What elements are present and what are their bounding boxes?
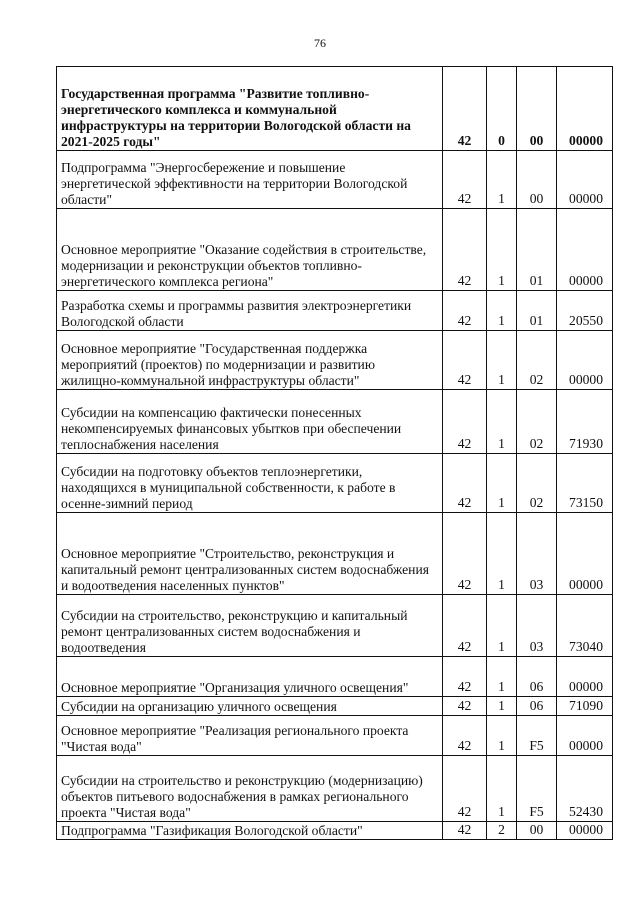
table-row <box>57 756 613 822</box>
code-subprogram: 1 <box>487 390 517 454</box>
budget-classification-table <box>56 66 613 840</box>
table-row <box>57 390 613 454</box>
row-name: Субсидии на организацию уличного освещения <box>57 697 443 716</box>
code-subprogram: 0 <box>487 67 517 151</box>
table-row <box>57 697 613 716</box>
code-subprogram: 2 <box>487 822 517 840</box>
code-event: 02 <box>517 390 557 454</box>
code-event: 00 <box>517 151 557 209</box>
code-admin: 42 <box>443 513 487 595</box>
code-subprogram: 1 <box>487 657 517 697</box>
code-admin: 42 <box>443 454 487 513</box>
code-subprogram: 1 <box>487 697 517 716</box>
code-event: 02 <box>517 331 557 390</box>
table-row <box>57 513 613 595</box>
row-name: Подпрограмма "Газификация Вологодской области" <box>57 822 443 840</box>
code-subprogram: 1 <box>487 454 517 513</box>
code-admin: 42 <box>443 657 487 697</box>
row-name: Субсидии на компенсацию фактически понесенных некомпенсируемых финансовых убытков при обеспечении теплоснабжения населения <box>57 390 443 454</box>
code-direction: 71090 <box>557 697 613 716</box>
code-direction: 52430 <box>557 756 613 822</box>
code-event: F5 <box>517 716 557 756</box>
code-admin: 42 <box>443 390 487 454</box>
row-name: Разработка схемы и программы развития электроэнергетики Вологодской области <box>57 291 443 331</box>
code-direction: 00000 <box>557 716 613 756</box>
row-name: Субсидии на строительство и реконструкцию (модернизацию) объектов питьевого водоснабжения в рамках регионального проекта "Чистая вода" <box>57 756 443 822</box>
code-direction: 71930 <box>557 390 613 454</box>
code-subprogram: 1 <box>487 291 517 331</box>
code-event: F5 <box>517 756 557 822</box>
page-number: 76 <box>314 36 326 50</box>
code-event: 02 <box>517 454 557 513</box>
code-event: 00 <box>517 822 557 840</box>
table-row <box>57 454 613 513</box>
code-subprogram: 1 <box>487 151 517 209</box>
code-admin: 42 <box>443 822 487 840</box>
code-event: 03 <box>517 513 557 595</box>
code-event: 01 <box>517 209 557 291</box>
code-direction: 00000 <box>557 657 613 697</box>
table-row <box>57 209 613 291</box>
code-admin: 42 <box>443 716 487 756</box>
row-name: Основное мероприятие "Организация уличного освещения" <box>57 657 443 697</box>
code-admin: 42 <box>443 291 487 331</box>
table-row <box>57 331 613 390</box>
row-name: Государственная программа "Развитие топливно-энергетического комплекса и коммунальной инфраструктуры на территории Вологодской области на 2021-2025 годы" <box>57 67 443 151</box>
code-direction: 00000 <box>557 209 613 291</box>
code-subprogram: 1 <box>487 209 517 291</box>
code-event: 01 <box>517 291 557 331</box>
code-direction: 00000 <box>557 67 613 151</box>
code-admin: 42 <box>443 151 487 209</box>
table-row <box>57 657 613 697</box>
row-name: Основное мероприятие "Строительство, реконструкция и капитальный ремонт централизованных систем водоснабжения и водоотведения населенных пунктов" <box>57 513 443 595</box>
row-name: Субсидии на подготовку объектов теплоэнергетики, находящихся в муниципальной собственности, к работе в осенне-зимний период <box>57 454 443 513</box>
code-direction: 00000 <box>557 331 613 390</box>
code-event: 06 <box>517 697 557 716</box>
row-name: Подпрограмма "Энергосбережение и повышение энергетической эффективности на территории Вологодской области" <box>57 151 443 209</box>
table-row <box>57 67 613 151</box>
code-event: 03 <box>517 595 557 657</box>
code-subprogram: 1 <box>487 595 517 657</box>
code-admin: 42 <box>443 697 487 716</box>
table-row <box>57 151 613 209</box>
table-row <box>57 595 613 657</box>
code-direction: 00000 <box>557 822 613 840</box>
code-direction: 73150 <box>557 454 613 513</box>
code-direction: 20550 <box>557 291 613 331</box>
code-subprogram: 1 <box>487 716 517 756</box>
code-event: 06 <box>517 657 557 697</box>
code-subprogram: 1 <box>487 756 517 822</box>
row-name: Субсидии на строительство, реконструкцию и капитальный ремонт централизованных систем водоснабжения и водоотведения <box>57 595 443 657</box>
code-event: 00 <box>517 67 557 151</box>
code-direction: 00000 <box>557 513 613 595</box>
code-admin: 42 <box>443 209 487 291</box>
row-name: Основное мероприятие "Государственная поддержка мероприятий (проектов) по модернизации и развитию жилищно-коммунальной инфраструктуры области" <box>57 331 443 390</box>
code-admin: 42 <box>443 67 487 151</box>
row-name: Основное мероприятие "Оказание содействия в строительстве, модернизации и реконструкции объектов топливно-энергетического комплекса региона" <box>57 209 443 291</box>
table-body <box>57 67 613 840</box>
code-direction: 73040 <box>557 595 613 657</box>
table-row <box>57 291 613 331</box>
code-admin: 42 <box>443 756 487 822</box>
code-admin: 42 <box>443 331 487 390</box>
table-row <box>57 822 613 840</box>
code-subprogram: 1 <box>487 513 517 595</box>
table-row <box>57 716 613 756</box>
code-direction: 00000 <box>557 151 613 209</box>
row-name: Основное мероприятие "Реализация регионального проекта "Чистая вода" <box>57 716 443 756</box>
code-admin: 42 <box>443 595 487 657</box>
code-subprogram: 1 <box>487 331 517 390</box>
